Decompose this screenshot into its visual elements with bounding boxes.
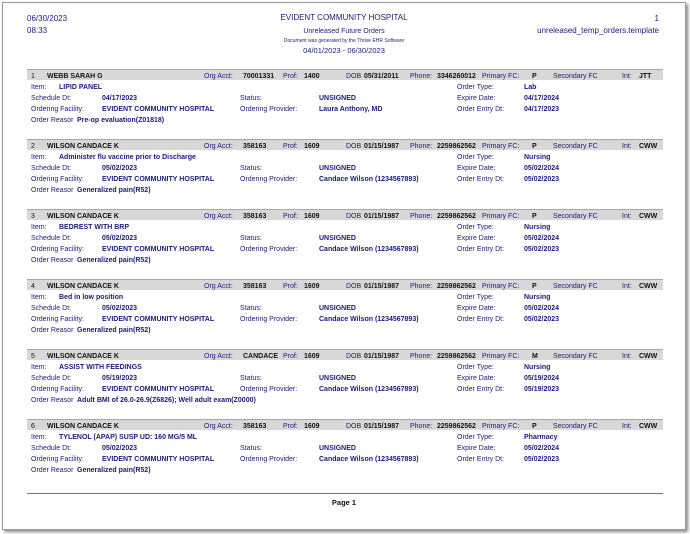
- int-label: Int:: [622, 73, 632, 80]
- ordering-provider-label: Ordering Provider:: [240, 316, 298, 323]
- phone-value: 2259862562: [437, 283, 476, 290]
- order-type-value: Nursing: [524, 294, 551, 301]
- expire-date-label: Expire Date:: [457, 165, 496, 172]
- prof-label: Prof:: [283, 353, 298, 360]
- order-reason-label: Order Reasor: [31, 257, 74, 264]
- phone-value: 2259862562: [437, 143, 476, 150]
- order-type-label: Order Type:: [457, 434, 494, 441]
- phone-label: Phone:: [410, 143, 433, 150]
- schedule-dt-label: Schedule Dt:: [31, 165, 72, 172]
- schedule-dt-value: 05/02/2023: [102, 165, 138, 172]
- org-acct-label: Org Acct:: [204, 213, 233, 220]
- ordering-facility-value: EVIDENT COMMUNITY HOSPITAL: [102, 386, 215, 393]
- dob-label: DOB: [346, 213, 362, 220]
- prof-label: Prof:: [283, 423, 298, 430]
- phone-label: Phone:: [410, 353, 433, 360]
- order-type-value: Pharmacy: [524, 434, 558, 441]
- dob-value: 01/15/1987: [364, 143, 400, 150]
- secondary-fc-label: Secondary FC: [553, 213, 598, 220]
- prof-value: 1609: [304, 283, 320, 290]
- primary-fc-label: Primary FC:: [482, 283, 520, 290]
- order-entry-dt-value: 05/19/2023: [524, 386, 560, 393]
- order-entry-dt-label: Order Entry Dt:: [457, 246, 505, 253]
- patient-name: WILSON CANDACE K: [47, 283, 119, 290]
- order-reason-label: Order Reasor: [31, 117, 74, 124]
- report-header-right: [537, 13, 659, 37]
- int-value: CWW: [639, 283, 658, 290]
- order-reason-label: Order Reasor: [31, 397, 74, 404]
- order-number: 4: [31, 283, 35, 290]
- order-entry-dt-label: Order Entry Dt:: [457, 456, 505, 463]
- ordering-provider-value: Candace Wilson (1234567893): [319, 316, 419, 323]
- order-reason-value: Adult BMI of 26.0-26.9(Z6826); Well adult exam(Z0000): [77, 397, 256, 404]
- status-value: UNSIGNED: [319, 235, 356, 242]
- schedule-dt-value: 05/02/2023: [102, 235, 138, 242]
- schedule-dt-value: 04/17/2023: [102, 95, 138, 102]
- org-acct-value: CANDACE: [243, 353, 278, 360]
- order-entry-dt-label: Order Entry Dt:: [457, 386, 505, 393]
- ordering-facility-label: Ordering Facility:: [31, 246, 84, 253]
- ordering-facility-label: Ordering Facility:: [31, 386, 84, 393]
- phone-label: Phone:: [410, 423, 433, 430]
- item-value: BEDREST WITH BRP: [59, 224, 129, 231]
- org-acct-label: Org Acct:: [204, 73, 233, 80]
- date-range: 04/01/2023 - 06/30/2023: [303, 46, 385, 55]
- expire-date-value: 05/02/2024: [524, 165, 560, 172]
- org-acct-value: 358163: [243, 423, 267, 430]
- ordering-facility-value: EVIDENT COMMUNITY HOSPITAL: [102, 316, 215, 323]
- status-value: UNSIGNED: [319, 375, 356, 382]
- order-entry-dt-value: 04/17/2023: [524, 106, 560, 113]
- status-value: UNSIGNED: [319, 95, 356, 102]
- int-value: JTT: [639, 73, 652, 80]
- org-acct-label: Org Acct:: [204, 353, 233, 360]
- dob-label: DOB: [346, 143, 362, 150]
- schedule-dt-label: Schedule Dt:: [31, 305, 72, 312]
- ordering-provider-value: Candace Wilson (1234567893): [319, 176, 419, 183]
- org-acct-value: 358163: [243, 213, 267, 220]
- int-label: Int:: [622, 143, 632, 150]
- order-block: [27, 139, 663, 205]
- ordering-provider-value: Laura Anthony, MD: [319, 106, 383, 113]
- dob-label: DOB: [346, 353, 362, 360]
- order-type-value: Nursing: [524, 154, 551, 161]
- item-label: Item:: [31, 154, 47, 161]
- ordering-provider-value: Candace Wilson (1234567893): [319, 386, 419, 393]
- primary-fc-label: Primary FC:: [482, 143, 520, 150]
- order-block: [27, 279, 663, 345]
- ordering-facility-value: EVIDENT COMMUNITY HOSPITAL: [102, 246, 215, 253]
- item-label: Item:: [31, 434, 47, 441]
- int-label: Int:: [622, 213, 632, 220]
- dob-label: DOB: [346, 423, 362, 430]
- expire-date-label: Expire Date:: [457, 445, 496, 452]
- item-value: TYLENOL (APAP) SUSP UD: 160 MG/5 ML: [59, 434, 198, 441]
- dob-value: 01/15/1987: [364, 283, 400, 290]
- org-acct-value: 358163: [243, 283, 267, 290]
- int-value: CWW: [639, 353, 658, 360]
- order-number: 5: [31, 353, 35, 360]
- dob-label: DOB: [346, 73, 362, 80]
- primary-fc-value: P: [532, 73, 537, 80]
- ordering-provider-label: Ordering Provider:: [240, 386, 298, 393]
- report-time: 08:33: [27, 26, 48, 35]
- generated-by-note: Document was generated by the Thrive EHR Software: [283, 38, 405, 44]
- phone-value: 2259862562: [437, 213, 476, 220]
- ordering-facility-label: Ordering Facility:: [31, 106, 84, 113]
- org-acct-label: Org Acct:: [204, 423, 233, 430]
- order-entry-dt-label: Order Entry Dt:: [457, 176, 505, 183]
- order-reason-label: Order Reasor: [31, 467, 74, 474]
- status-value: UNSIGNED: [319, 305, 356, 312]
- order-entry-dt-value: 05/02/2023: [524, 316, 560, 323]
- expire-date-value: 05/02/2024: [524, 305, 560, 312]
- dob-value: 01/15/1987: [364, 423, 400, 430]
- status-label: Status:: [240, 165, 262, 172]
- org-acct-value: 70001331: [243, 73, 275, 80]
- order-type-label: Order Type:: [457, 224, 494, 231]
- item-value: LIPID PANEL: [59, 84, 103, 91]
- prof-label: Prof:: [283, 283, 298, 290]
- primary-fc-value: P: [532, 283, 537, 290]
- int-value: CWW: [639, 143, 658, 150]
- prof-value: 1609: [304, 213, 320, 220]
- ordering-facility-value: EVIDENT COMMUNITY HOSPITAL: [102, 456, 215, 463]
- expire-date-value: 05/02/2024: [524, 235, 560, 242]
- expire-date-value: 04/17/2024: [524, 95, 560, 102]
- prof-value: 1609: [304, 143, 320, 150]
- org-acct-label: Org Acct:: [204, 143, 233, 150]
- ordering-facility-label: Ordering Facility:: [31, 316, 84, 323]
- ordering-provider-label: Ordering Provider:: [240, 106, 298, 113]
- int-label: Int:: [622, 423, 632, 430]
- order-reason-value: Generalized pain(R52): [77, 257, 151, 264]
- secondary-fc-label: Secondary FC: [553, 353, 598, 360]
- secondary-fc-label: Secondary FC: [553, 73, 598, 80]
- patient-name: WEBB SARAH G: [47, 73, 103, 80]
- schedule-dt-value: 05/02/2023: [102, 305, 138, 312]
- primary-fc-value: P: [532, 423, 537, 430]
- patient-name: WILSON CANDACE K: [47, 353, 119, 360]
- int-label: Int:: [622, 283, 632, 290]
- expire-date-label: Expire Date:: [457, 375, 496, 382]
- prof-label: Prof:: [283, 213, 298, 220]
- ordering-provider-label: Ordering Provider:: [240, 456, 298, 463]
- hospital-name: EVIDENT COMMUNITY HOSPITAL: [280, 13, 408, 22]
- int-label: Int:: [622, 353, 632, 360]
- order-type-label: Order Type:: [457, 84, 494, 91]
- primary-fc-value: P: [532, 213, 537, 220]
- page-number: 1: [654, 14, 659, 23]
- status-value: UNSIGNED: [319, 445, 356, 452]
- order-number: 6: [31, 423, 35, 430]
- status-label: Status:: [240, 235, 262, 242]
- phone-value: 3346260012: [437, 73, 476, 80]
- prof-value: 1609: [304, 423, 320, 430]
- order-reason-value: Generalized pain(R52): [77, 187, 151, 194]
- status-label: Status:: [240, 305, 262, 312]
- phone-value: 2259862562: [437, 423, 476, 430]
- ordering-facility-value: EVIDENT COMMUNITY HOSPITAL: [102, 106, 215, 113]
- order-reason-label: Order Reasor: [31, 187, 74, 194]
- patient-name: WILSON CANDACE K: [47, 213, 119, 220]
- prof-value: 1609: [304, 353, 320, 360]
- order-type-label: Order Type:: [457, 364, 494, 371]
- primary-fc-label: Primary FC:: [482, 73, 520, 80]
- expire-date-value: 05/02/2024: [524, 445, 560, 452]
- report-page: [2, 2, 686, 530]
- int-value: CWW: [639, 423, 658, 430]
- ordering-provider-label: Ordering Provider:: [240, 176, 298, 183]
- schedule-dt-label: Schedule Dt:: [31, 375, 72, 382]
- int-value: CWW: [639, 213, 658, 220]
- org-acct-value: 358163: [243, 143, 267, 150]
- order-entry-dt-value: 05/02/2023: [524, 456, 560, 463]
- item-label: Item:: [31, 224, 47, 231]
- dob-label: DOB: [346, 283, 362, 290]
- footer-divider: [27, 493, 663, 494]
- order-type-label: Order Type:: [457, 294, 494, 301]
- order-type-value: Lab: [524, 84, 537, 91]
- order-reason-label: Order Reasor: [31, 327, 74, 334]
- ordering-facility-label: Ordering Facility:: [31, 176, 84, 183]
- order-number: 3: [31, 213, 35, 220]
- primary-fc-value: P: [532, 143, 537, 150]
- expire-date-label: Expire Date:: [457, 95, 496, 102]
- item-value: ASSIST WITH FEEDINGS: [59, 364, 142, 371]
- item-label: Item:: [31, 84, 47, 91]
- dob-value: 05/31/2011: [364, 73, 399, 80]
- secondary-fc-label: Secondary FC: [553, 143, 598, 150]
- order-type-value: Nursing: [524, 224, 551, 231]
- order-number: 2: [31, 143, 35, 150]
- phone-label: Phone:: [410, 283, 433, 290]
- secondary-fc-label: Secondary FC: [553, 283, 598, 290]
- phone-value: 2259862562: [437, 353, 476, 360]
- schedule-dt-label: Schedule Dt:: [31, 445, 72, 452]
- status-label: Status:: [240, 95, 262, 102]
- order-number: 1: [31, 73, 35, 80]
- ordering-provider-label: Ordering Provider:: [240, 246, 298, 253]
- order-reason-value: Generalized pain(R52): [77, 327, 151, 334]
- order-entry-dt-label: Order Entry Dt:: [457, 106, 505, 113]
- item-value: Bed in low position: [59, 294, 124, 301]
- status-label: Status:: [240, 375, 262, 382]
- order-block: [27, 349, 663, 415]
- item-value: Administer flu vaccine prior to Discharge: [59, 154, 196, 161]
- patient-name: WILSON CANDACE K: [47, 143, 119, 150]
- dob-value: 01/15/1987: [364, 213, 400, 220]
- report-date: 06/30/2023: [27, 14, 68, 23]
- order-entry-dt-value: 05/02/2023: [524, 176, 560, 183]
- ordering-provider-value: Candace Wilson (1234567893): [319, 456, 419, 463]
- ordering-facility-label: Ordering Facility:: [31, 456, 84, 463]
- prof-label: Prof:: [283, 143, 298, 150]
- expire-date-label: Expire Date:: [457, 235, 496, 242]
- order-reason-value: Generalized pain(R52): [77, 467, 151, 474]
- status-label: Status:: [240, 445, 262, 452]
- patient-name: WILSON CANDACE K: [47, 423, 119, 430]
- schedule-dt-value: 05/02/2023: [102, 445, 138, 452]
- dob-value: 01/15/1987: [364, 353, 400, 360]
- expire-date-label: Expire Date:: [457, 305, 496, 312]
- org-acct-label: Org Acct:: [204, 283, 233, 290]
- prof-label: Prof:: [283, 73, 298, 80]
- order-entry-dt-label: Order Entry Dt:: [457, 316, 505, 323]
- phone-label: Phone:: [410, 213, 433, 220]
- primary-fc-label: Primary FC:: [482, 353, 520, 360]
- page-footer: Page 1: [331, 498, 357, 507]
- order-type-value: Nursing: [524, 364, 551, 371]
- primary-fc-value: M: [532, 353, 538, 360]
- schedule-dt-label: Schedule Dt:: [31, 95, 72, 102]
- order-block: [27, 419, 663, 485]
- order-reason-value: Pre-op evaluation(Z01818): [77, 117, 165, 124]
- primary-fc-label: Primary FC:: [482, 423, 520, 430]
- template-name: unreleased_temp_orders.template: [537, 26, 659, 35]
- ordering-facility-value: EVIDENT COMMUNITY HOSPITAL: [102, 176, 215, 183]
- order-type-label: Order Type:: [457, 154, 494, 161]
- item-label: Item:: [31, 294, 47, 301]
- secondary-fc-label: Secondary FC: [553, 423, 598, 430]
- phone-label: Phone:: [410, 73, 433, 80]
- order-block: [27, 209, 663, 275]
- ordering-provider-value: Candace Wilson (1234567893): [319, 246, 419, 253]
- order-entry-dt-value: 05/02/2023: [524, 246, 560, 253]
- expire-date-value: 05/19/2024: [524, 375, 560, 382]
- report-title: Unreleased Future Orders: [303, 28, 385, 35]
- item-label: Item:: [31, 364, 47, 371]
- schedule-dt-value: 05/19/2023: [102, 375, 138, 382]
- prof-value: 1400: [304, 73, 320, 80]
- primary-fc-label: Primary FC:: [482, 213, 520, 220]
- schedule-dt-label: Schedule Dt:: [31, 235, 72, 242]
- order-block: [27, 69, 663, 135]
- status-value: UNSIGNED: [319, 165, 356, 172]
